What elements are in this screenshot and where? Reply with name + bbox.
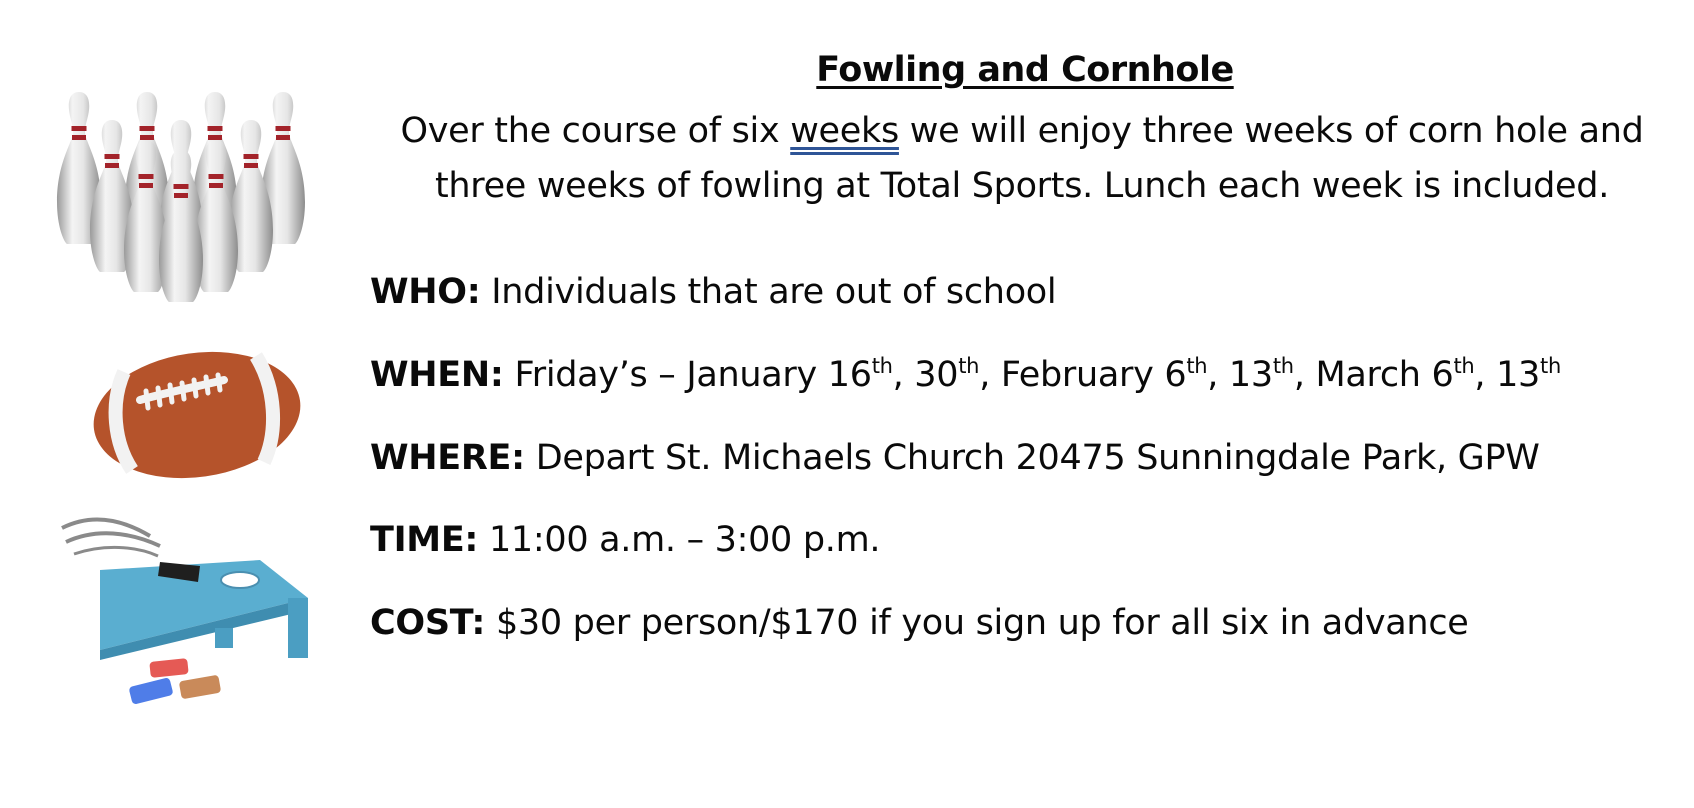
who-line bbox=[370, 270, 1056, 314]
time-label: TIME: bbox=[370, 520, 479, 560]
who-value: Individuals that are out of school bbox=[491, 272, 1057, 312]
when-line bbox=[370, 353, 1561, 397]
who-label: WHO: bbox=[370, 272, 481, 312]
where-line bbox=[370, 436, 1540, 480]
cost-value: $30 per person/$170 if you sign up for all six in advance bbox=[495, 603, 1469, 643]
football-icon bbox=[88, 348, 306, 482]
when-label: WHEN: bbox=[370, 355, 504, 395]
flyer-title: Fowling and Cornhole bbox=[816, 50, 1234, 90]
intro-text-end: we will enjoy three weeks of corn hole and three weeks of fowling at Total Sports. Lunch each week is included. bbox=[434, 111, 1644, 206]
cornhole-board-icon bbox=[60, 510, 320, 710]
cost-label: COST: bbox=[370, 603, 486, 643]
intro-paragraph bbox=[362, 104, 1682, 214]
bowling-pins-icon bbox=[52, 90, 342, 330]
time-value: 11:00 a.m. – 3:00 p.m. bbox=[488, 520, 881, 560]
where-value: Depart St. Michaels Church 20475 Sunningdale Park, GPW bbox=[535, 438, 1540, 478]
intro-text-start: Over the course of six bbox=[400, 111, 791, 151]
time-line bbox=[370, 518, 880, 562]
where-label: WHERE: bbox=[370, 438, 525, 478]
cost-line bbox=[370, 601, 1469, 645]
when-value: Friday’s – January 16th, 30th, February 6th, 13th, March 6th, 13th bbox=[514, 354, 1561, 395]
weeks-link[interactable]: weeks bbox=[790, 111, 899, 151]
